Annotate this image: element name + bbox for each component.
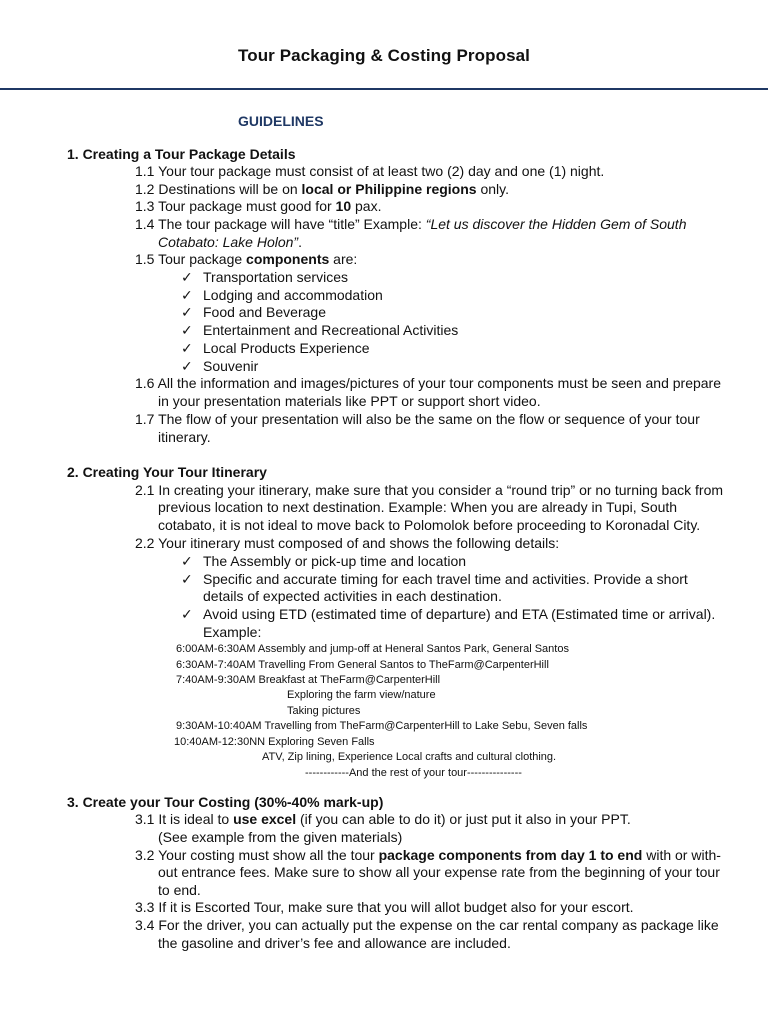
item-3-3: 3.3 If it is Escorted Tour, make sure that you will allot budget also for your escort. <box>135 899 634 915</box>
detail-assembly: ✓ The Assembly or pick-up time and location <box>181 553 467 569</box>
item-1-4: 1.4 The tour package will have “title” Example: “Let us discover the Hidden Gem of South <box>135 216 687 232</box>
example-line-4: Exploring the farm view/nature <box>287 689 436 701</box>
item-3-4: 3.4 For the driver, you can actually put the expense on the car rental company as package like <box>135 917 719 933</box>
guidelines-heading: GUIDELINES <box>238 113 324 129</box>
item-1-7-cont: itinerary. <box>158 429 211 445</box>
section-1-heading: 1. Creating a Tour Package Details <box>67 146 296 162</box>
item-1-6-cont: in your presentation materials like PPT or support short video. <box>158 393 541 409</box>
item-2-1-cont1: previous location to next destination. Example: When you are already in Tupi, South <box>158 499 678 515</box>
item-1-6: 1.6 All the information and images/pictures of your tour components must be seen and prepare <box>135 375 722 391</box>
example-line-8: ATV, Zip lining, Experience Local crafts and cultural clothing. <box>262 751 557 763</box>
example-line-6: 9:30AM-10:40AM Travelling from TheFarm@CarpenterHill to Lake Sebu, Seven falls <box>176 720 588 732</box>
checkmark-icon: ✓ <box>181 340 193 356</box>
item-1-7: 1.7 The flow of your presentation will also be the same on the flow or sequence of your tour <box>135 411 700 427</box>
item-2-2: 2.2 Your itinerary must composed of and shows the following details: <box>135 535 560 551</box>
checkmark-icon: ✓ <box>181 287 193 303</box>
example-line-3: 7:40AM-9:30AM Breakfast at TheFarm@CarpenterHill <box>176 674 441 686</box>
component-food: ✓ Food and Beverage <box>181 304 326 320</box>
item-1-5: 1.5 Tour package components are: <box>135 251 358 267</box>
component-local-products: ✓ Local Products Experience <box>181 340 370 356</box>
item-1-1: 1.1 Your tour package must consist of at least two (2) day and one (1) night. <box>135 163 605 179</box>
checkmark-icon: ✓ <box>181 571 193 587</box>
example-line-9: ------------And the rest of your tour--------------- <box>305 767 522 779</box>
checkmark-icon: ✓ <box>181 606 193 622</box>
item-2-1-cont2: cotabato, it is not ideal to move back to Polomolok before proceeding to Koronadal City. <box>158 517 701 533</box>
item-3-2-cont2: to end. <box>158 882 201 898</box>
item-2-1: 2.1 In creating your itinerary, make sure that you consider a “round trip” or no turning back from <box>135 482 724 498</box>
checkmark-icon: ✓ <box>181 358 193 374</box>
detail-timing-cont: details of expected activities in each destination. <box>203 588 502 604</box>
example-line-2: 6:30AM-7:40AM Travelling From General Santos to TheFarm@CarpenterHill <box>176 659 549 671</box>
section-2-heading: 2. Creating Your Tour Itinerary <box>67 464 267 480</box>
detail-timing: ✓ Specific and accurate timing for each travel time and activities. Provide a short <box>181 571 688 587</box>
item-3-2: 3.2 Your costing must show all the tour package components from day 1 to end with or with- <box>135 847 721 863</box>
item-3-1: 3.1 It is ideal to use excel (if you can able to do it) or just put it also in your PPT. <box>135 811 631 827</box>
section-3-heading: 3. Create your Tour Costing (30%-40% mark-up) <box>67 794 384 810</box>
item-1-2: 1.2 Destinations will be on local or Philippine regions only. <box>135 181 510 197</box>
item-1-4-cont: Cotabato: Lake Holon”. <box>158 234 302 250</box>
example-line-5: Taking pictures <box>287 705 361 717</box>
example-line-7: 10:40AM-12:30NN Exploring Seven Falls <box>174 736 375 748</box>
component-entertainment: ✓ Entertainment and Recreational Activities <box>181 322 459 338</box>
checkmark-icon: ✓ <box>181 322 193 338</box>
checkmark-icon: ✓ <box>181 304 193 320</box>
component-lodging: ✓ Lodging and accommodation <box>181 287 383 303</box>
checkmark-icon: ✓ <box>181 269 193 285</box>
item-3-4-cont: the gasoline and driver’s fee and allowance are included. <box>158 935 511 951</box>
component-souvenir: ✓ Souvenir <box>181 358 259 374</box>
item-3-2-cont1: out entrance fees. Make sure to show all your expense rate from the beginning of your tour <box>158 864 720 880</box>
item-1-3: 1.3 Tour package must good for 10 pax. <box>135 198 382 214</box>
detail-example-label: Example: <box>203 624 262 640</box>
document-title: Tour Packaging & Costing Proposal <box>237 46 531 65</box>
title-divider <box>0 88 768 90</box>
checkmark-icon: ✓ <box>181 553 193 569</box>
example-line-1: 6:00AM-6:30AM Assembly and jump-off at Heneral Santos Park, General Santos <box>176 643 569 655</box>
component-transportation: ✓ Transportation services <box>181 269 348 285</box>
item-3-1-cont: (See example from the given materials) <box>158 829 403 845</box>
detail-avoid-etd: ✓ Avoid using ETD (estimated time of departure) and ETA (Estimated time or arrival). <box>181 606 716 622</box>
